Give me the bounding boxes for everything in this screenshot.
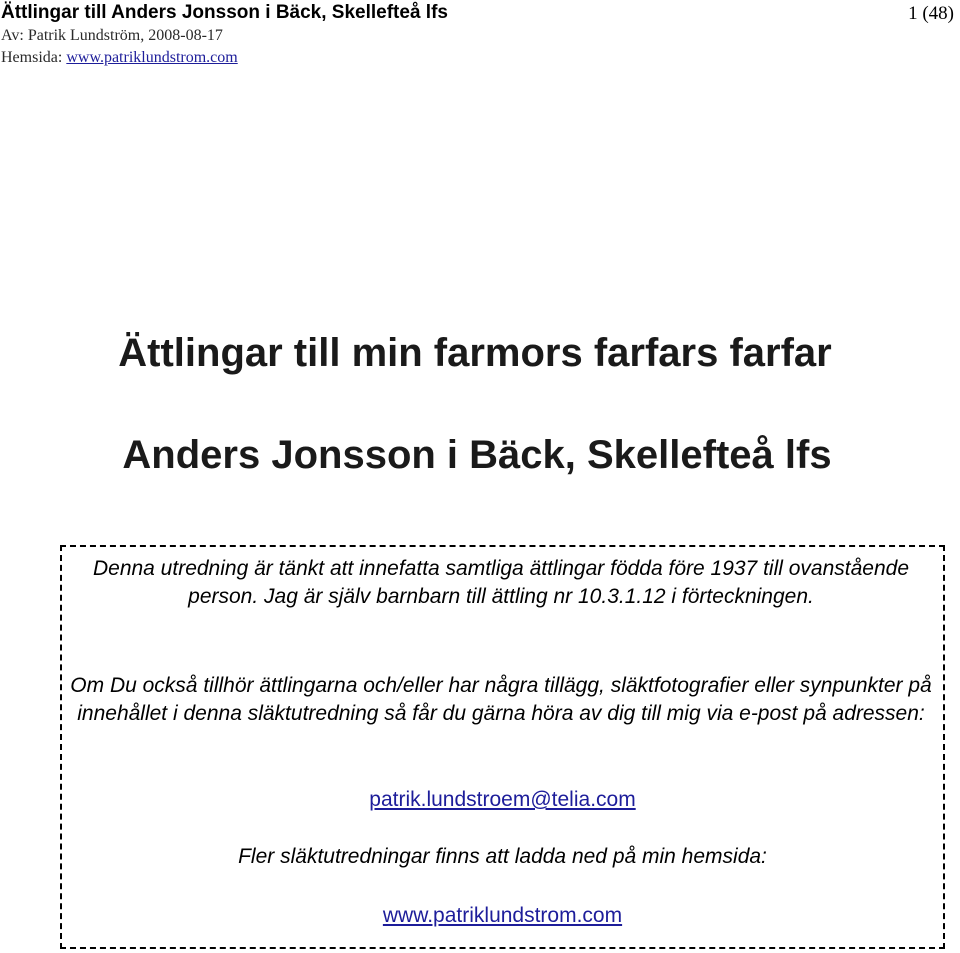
homepage-label: Hemsida: <box>1 49 67 66</box>
email-line <box>60 786 945 814</box>
homepage-link[interactable]: www.patriklundstrom.com <box>382 904 623 927</box>
header-author: Av: Patrik Lundström, 2008-08-17 <box>1 27 223 44</box>
header-homepage-link[interactable]: www.patriklundstrom.com <box>66 49 238 66</box>
email-link[interactable]: patrik.lundstroem@telia.com <box>369 788 636 811</box>
page-number: 1 (48) <box>908 3 954 24</box>
header-title: Ättlingar till Anders Jonsson i Bäck, Skellefteå lfs <box>1 2 448 23</box>
contact-paragraph: Om Du också tillhör ättlingarna och/eller har några tillägg, släktfotografier eller synpunkter på innehållet i denna släktutredning så får du gärna höra av dig till mig via e-post på adressen: <box>70 674 932 725</box>
header-homepage <box>1 48 238 67</box>
document-title: Ättlingar till min farmors farfars farfar <box>118 331 832 375</box>
document-subtitle: Anders Jonsson i Bäck, Skellefteå lfs <box>122 433 832 477</box>
intro-paragraph: Denna utredning är tänkt att innefatta samtliga ättlingar födda före 1937 till ovanstående person. Jag är själv barnbarn till ättling nr 10.3.1.12 i förteckningen. <box>92 557 910 608</box>
homepage-line <box>60 902 945 930</box>
more-paragraph: Fler släktutredningar finns att ladda ned på min hemsida: <box>238 845 767 868</box>
